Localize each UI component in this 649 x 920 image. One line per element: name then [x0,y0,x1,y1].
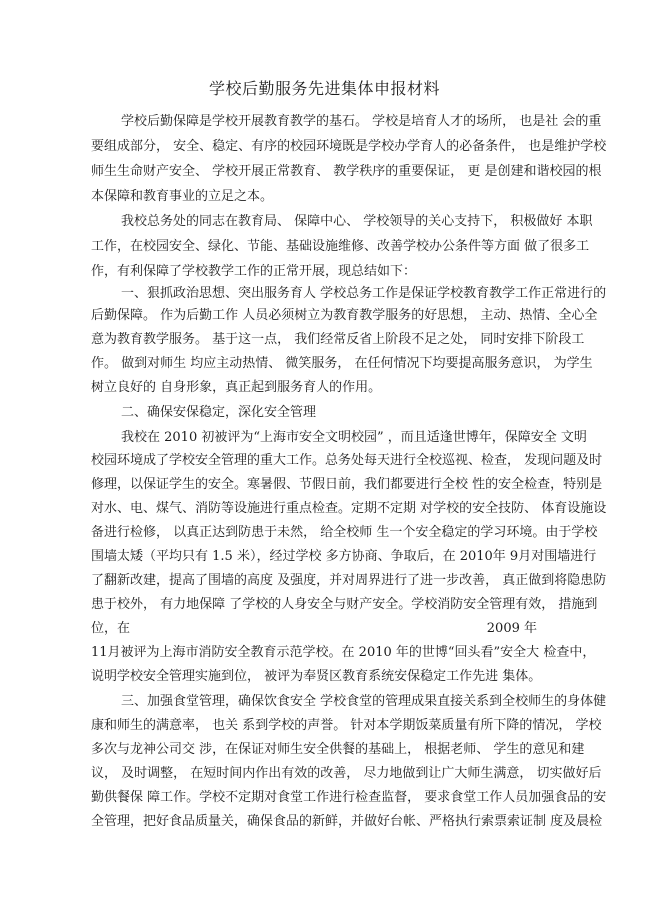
paragraph-line: 了翻新改建，提高了围墙的高度 及强度，并对周界进行了进一步改善， 真正做到将隐患防 [91,573,607,588]
paragraph-line: 工作，在校园安全、绿化、节能、基础设施维修、改善学校办公条件等方面 做了很多工 [91,239,590,254]
paragraph-line: 作，有利保障了学校教学工作的正常开展，现总结如下： [91,264,417,279]
paragraph-line: 多次与龙神公司交 涉，在保证对师生安全供餐的基础上， 根据老师、 学生的意见和建 [91,742,585,757]
paragraph-line: 11月被评为上海市消防安全教育示范学校。在 2010 年的世博“回头看”安全大 检查中， [91,645,596,660]
paragraph-line: 康和师生的满意率， 也关 系到学校的声誉。 针对本学期饭菜质量有所下降的情况， 学校 [91,718,602,733]
paragraph-line: 对水、电、煤气、消防等设施进行重点检查。定期不定期 对学校的安全技防、 体育设施设 [91,501,607,516]
paragraph-line: 一、狠抓政治思想、突出服务育人 学校总务工作是保证学校教育教学工作正常进行的 [121,286,607,301]
paragraph-line: 备进行检修， 以真正达到防患于未然， 给全校师 生一个安全稳定的学习环境。由于学校 [91,525,598,540]
section-heading: 二、确保安保稳定，深化安全管理 [121,405,317,420]
paragraph-line: 勤供餐保 障工作。学校不定期对食堂工作进行检查监督， 要求食堂工作人员加强食品的安 [91,790,607,805]
paragraph-line: 说明学校安全管理实施到位， 被评为奉贤区教育系统安保稳定工作先进 集体。 [91,669,542,684]
split-line-right: 2009 年 [486,621,537,636]
paragraph-line: 后勤保障。 作为后勤工作 人员必须树立为教育教学服务的好思想， 主动、热情、全心全 [91,308,598,323]
paragraph-line: 树立良好的 自身形象，真正起到服务育人的作用。 [91,380,382,395]
paragraph-line: 三、加强食堂管理，确保饮食安全 学校食堂的管理成果直接关系到全校师生的身体健 [121,694,607,709]
paragraph-line-split [91,620,557,638]
paragraph-line: 议， 及时调整， 在短时间内作出有效的改善， 尽力地做到让广大师生满意， 切实做好后 [91,766,602,781]
paragraph-line: 修理，以保证学生的安全。寒暑假、节假日前，我们都要进行全校 性的安全检查，特别是 [91,477,603,492]
paragraph-line: 师生生命财产安全、 学校开展正常教育、 教学秩序的重要保证， 更 是创建和谐校园的根 [91,164,602,179]
split-line-left: 位，在 [91,621,131,636]
paragraph-line: 患于校外， 有力地保障 了学校的人身安全与财产安全。学校消防安全管理有效， 措施到 [91,597,598,612]
paragraph-line: 全管理，把好食品质量关，确保食品的新鲜，并做好台帐、严格执行索票索证制 度及晨检 [91,814,603,829]
paragraph-line: 我校总务处的同志在教育局、 保障中心、 学校领导的关心支持下， 积极做好 本职 [121,214,593,229]
paragraph-line: 校园环境成了学校安全管理的重大工作。总务处每天进行全校巡视、检查， 发现问题及时 [91,453,603,468]
paragraph-line: 学校后勤保障是学校开展教育教学的基石。 学校是培育人才的场所， 也是社 会的重 [121,114,602,129]
paragraph-line: 作。 做到对师生 均应主动热情、 微笑服务， 在任何情况下均要提高服务意识， 为学生 [91,356,593,371]
paragraph-line: 本保障和教育事业的立足之本。 [91,189,274,204]
paragraph-line: 意为教育教学服务。 基于这一点， 我们经常反省上阶段不足之处， 同时安排下阶段工 [91,332,585,347]
paragraph-line: 我校在 2010 初被评为“上海市安全文明校园” ，而且适逢世博年，保障安全 文明 [121,430,587,445]
paragraph-line: 围墙太矮（平均只有 1.5 米），经过学校 多方协商、争取后，在 2010年 9月对围墙进行 [91,549,597,564]
document-title: 学校后勤服务先进集体申报材料 [208,79,440,98]
paragraph-line: 要组成部分， 安全、稳定、有序的校园环境既是学校办学育人的必备条件， 也是维护学校 [91,139,607,154]
